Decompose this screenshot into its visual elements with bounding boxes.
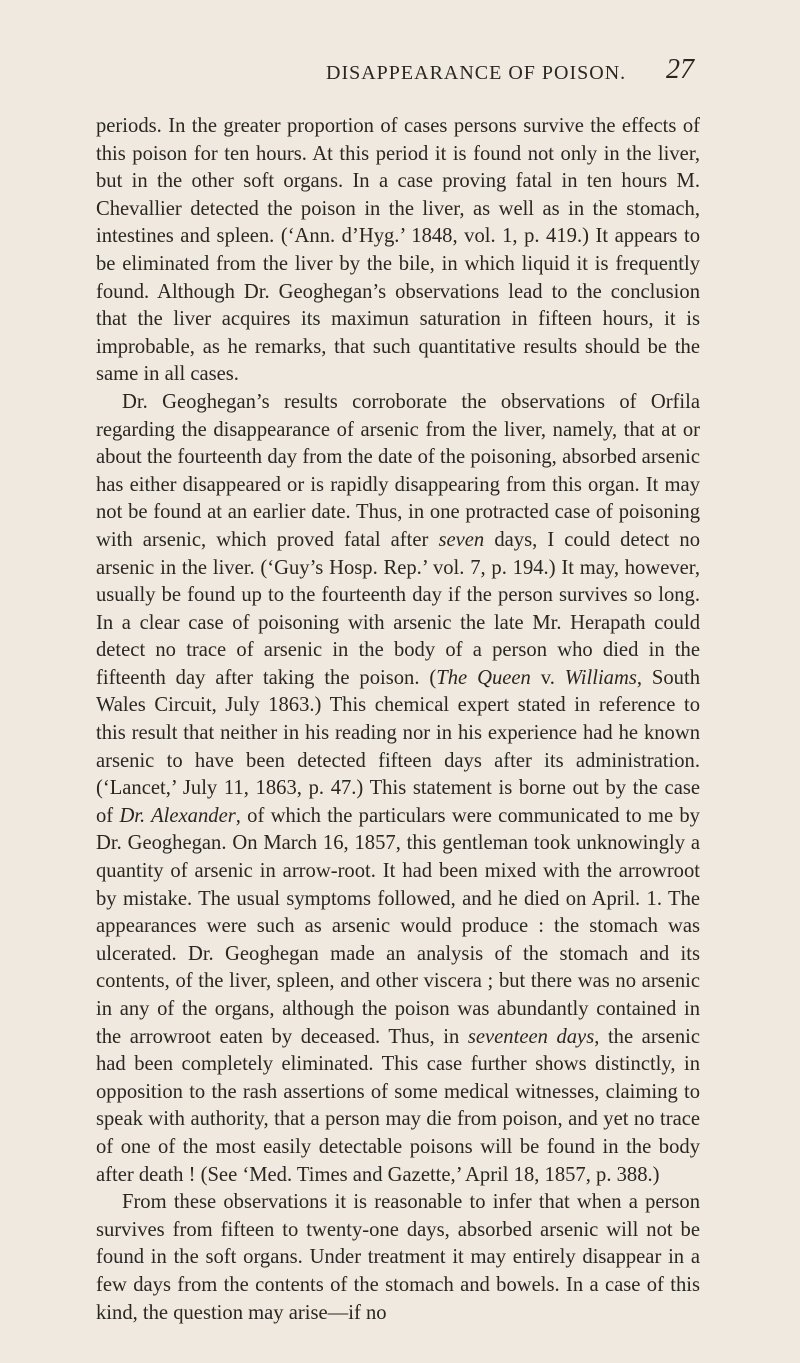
paragraph-3: [96, 1189, 700, 1327]
text-run: , the arsenic had been completely eliminated. This case further shows distinctly, in opposition to the rash assertions of some medical witnesses, claiming to speak with authority, that a person may die from poison, and yet no trace of one of the most easily detectable poisons will be found in the body after death ! (See ‘Med. Times and Gazette,’ April 18, 1857, p. 388.): [96, 1025, 700, 1186]
italic-text-run: seven: [438, 528, 485, 551]
text-run: v.: [530, 666, 565, 689]
paragraph-1: [96, 113, 700, 389]
italic-text-run: seventeen days: [467, 1025, 595, 1048]
running-header: [0, 54, 800, 92]
text-run: , of which the particulars were communicated to me by Dr. Geoghegan. On March 16, 1857, this gentleman took unknowingly a quantity of arsenic in arrow-root. It had been mixed with the arrowroot by mistake. The usual symptoms followed, and he died on April. 1. The appearances were such as arsenic would produce : the stomach was ulcerated. Dr. Geoghegan made an analysis of the stomach and its contents, of the liver, spleen, and other viscera ; but there was no arsenic in any of the organs, although the poison was abundantly contained in the arrowroot eaten by deceased. Thus, in: [96, 804, 700, 1048]
text-run: , South Wales Circuit, July 1863.) This chemical expert stated in reference to this result that neither in his reading nor in his experience had he known arsenic to have been detected fifteen days after its administration. (‘Lancet,’ July 11, 1863, p. 47.) This statement is borne out by the case of: [96, 666, 700, 827]
text-run: periods. In the greater proportion of cases persons survive the effects of this poison for ten hours. At this period it is found not only in the liver, but in the other soft organs. In a case proving fatal in ten hours M. Chevallier detected the poison in the liver, as well as in the stomach, intestines and spleen. (‘Ann. d’Hyg.’ 1848, vol. 1, p. 419.) It appears to be eliminated from the liver by the bile, in which liquid it is frequently found. Although Dr. Geoghegan’s observations lead to the conclusion that the liver acquires its maximun saturation in fifteen hours, it is improbable, as he remarks, that such quantitative results should be the same in all cases.: [96, 115, 700, 386]
italic-text-run: The Queen: [436, 666, 531, 689]
italic-text-run: Williams: [564, 666, 637, 689]
paragraph-2: [96, 389, 700, 1189]
text-run: days, I could detect no arsenic in the liver. (‘Guy’s Hosp. Rep.’ vol. 7, p. 194.) It may, however, usually be found up to the fourteenth day if the person survives so long. In a clear case of poisoning with arsenic the late Mr. Herapath could detect no trace of arsenic in the body of a person who died in the fifteenth day after taking the poison. (: [96, 528, 700, 689]
body-text: [96, 113, 700, 1327]
text-run: From these observations it is reasonable to infer that when a person survives from fifteen to twenty-one days, absorbed arsenic will not be found in the soft organs. Under treatment it may entirely disappear in a few days from the contents of the stomach and bowels. In a case of this kind, the question may arise—if no: [96, 1191, 700, 1324]
running-title: DISAPPEARANCE OF POISON.: [326, 62, 627, 84]
italic-text-run: Dr. Alexander: [119, 804, 236, 827]
text-run: Dr. Geoghegan’s results corroborate the observations of Orfila regarding the disappearance of arsenic from the liver, namely, that at or about the fourteenth day from the date of the poisoning, absorbed arsenic has either disappeared or is rapidly disappearing from this organ. It may not be found at an earlier date. Thus, in one protracted case of poisoning with arsenic, which proved fatal after: [96, 390, 700, 551]
page-number: 27: [666, 54, 694, 85]
